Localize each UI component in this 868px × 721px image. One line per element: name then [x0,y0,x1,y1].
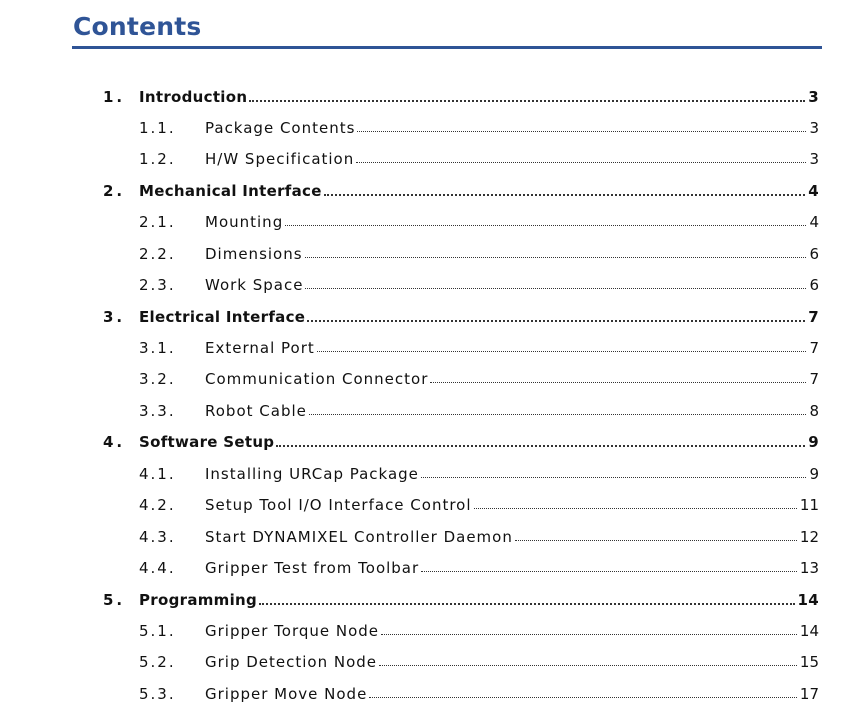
toc-page-number: 6 [809,245,819,263]
toc-page-number: 3 [808,88,819,106]
toc-entry-label[interactable]: Installing URCap Package [205,465,419,483]
toc-page-number: 9 [809,465,819,483]
toc-subsection-row[interactable] [0,555,868,581]
toc-page-number: 7 [809,370,819,388]
toc-entry-line [139,182,819,200]
toc-entry-number: 4.2. [139,496,176,514]
toc-entry-number: 1.2. [139,150,176,168]
toc-subsection-row[interactable] [0,618,868,644]
toc-entry-number: 1. [103,88,126,106]
toc-page-number: 8 [809,402,819,420]
toc-entry-number: 5.2. [139,653,176,671]
toc-section-row[interactable] [0,84,868,110]
toc-entry-label[interactable]: Introduction [139,88,248,106]
toc-subsection-row[interactable] [0,209,868,235]
toc-page-number: 4 [809,213,819,231]
toc-entry-label[interactable]: Software Setup [139,433,275,451]
dot-leader [515,540,797,541]
toc-entry-number: 2.2. [139,245,176,263]
dot-leader [305,288,806,289]
toc-entry-number: 4.3. [139,528,176,546]
page-title: Contents [73,12,202,41]
toc-entry-label[interactable]: Mounting [205,213,284,231]
toc-entry-label[interactable]: Mechanical Interface [139,182,322,200]
toc-subsection-row[interactable] [0,461,868,487]
toc-subsection-row[interactable] [0,366,868,392]
toc-subsection-row[interactable] [0,524,868,550]
title-underline [72,46,822,49]
toc-section-row[interactable] [0,587,868,613]
toc-entry-number: 4. [103,433,126,451]
dot-leader [421,571,797,572]
toc-subsection-row[interactable] [0,241,868,267]
toc-entry-line [205,528,819,546]
dot-leader [421,477,806,478]
toc-entry-number: 2. [103,182,126,200]
toc-page-number: 9 [808,433,819,451]
dot-leader [381,634,797,635]
toc-entry-label[interactable]: Gripper Move Node [205,685,368,703]
toc-entry-number: 5. [103,591,126,609]
toc-entry-number: 2.1. [139,213,176,231]
dot-leader [356,162,806,163]
toc-entry-label[interactable]: External Port [205,339,315,357]
toc-entry-label[interactable]: Gripper Torque Node [205,622,380,640]
toc-entry-number: 4.1. [139,465,176,483]
toc-subsection-row[interactable] [0,335,868,361]
toc-entry-line [205,213,819,231]
dot-leader [474,508,797,509]
toc-page-number: 3 [809,119,819,137]
toc-entry-label[interactable]: Grip Detection Node [205,653,378,671]
toc-page-number: 14 [797,591,819,609]
toc-section-row[interactable] [0,178,868,204]
dot-leader [249,100,805,102]
toc-entry-number: 4.4. [139,559,176,577]
dot-leader [357,131,806,132]
toc-section-row[interactable] [0,304,868,330]
toc-entry-line [205,276,819,294]
toc-page-number: 6 [809,276,819,294]
toc-entry-number: 2.3. [139,276,176,294]
toc-subsection-row[interactable] [0,492,868,518]
toc-page-number: 11 [799,496,819,514]
dot-leader [369,697,797,698]
dot-leader [317,351,806,352]
toc-entry-line [205,496,819,514]
toc-entry-line [205,245,819,263]
toc-entry-line [205,339,819,357]
toc-entry-line [205,622,819,640]
dot-leader [430,382,806,383]
toc-entry-number: 5.3. [139,685,176,703]
toc-entry-line [205,465,819,483]
toc-page-number: 12 [799,528,819,546]
toc-entry-line [205,402,819,420]
toc-page-number: 7 [809,339,819,357]
toc-entry-label[interactable]: Electrical Interface [139,308,306,326]
dot-leader [305,257,806,258]
toc-entry-label[interactable]: Communication Connector [205,370,429,388]
toc-page-number: 7 [808,308,819,326]
toc-entry-line [205,685,819,703]
toc-entry-label[interactable]: Package Contents [205,119,356,137]
toc-entry-label[interactable]: Programming [139,591,258,609]
toc-entry-label[interactable]: Dimensions [205,245,303,263]
toc-entry-label[interactable]: Setup Tool I/O Interface Control [205,496,472,514]
toc-entry-number: 5.1. [139,622,176,640]
toc-page-number: 17 [799,685,819,703]
toc-subsection-row[interactable] [0,272,868,298]
toc-entry-number: 3.3. [139,402,176,420]
dot-leader [307,320,805,322]
toc-subsection-row[interactable] [0,146,868,172]
toc-entry-number: 3.1. [139,339,176,357]
dot-leader [379,665,797,666]
dot-leader [276,445,805,447]
toc-section-row[interactable] [0,429,868,455]
toc-subsection-row[interactable] [0,398,868,424]
toc-entry-label[interactable]: Work Space [205,276,304,294]
toc-subsection-row[interactable] [0,681,868,707]
toc-entry-line [205,370,819,388]
dot-leader [259,603,794,605]
dot-leader [324,194,806,196]
toc-entry-label[interactable]: Start DYNAMIXEL Controller Daemon [205,528,513,546]
toc-subsection-row[interactable] [0,649,868,675]
toc-entry-label[interactable]: H/W Specification [205,150,355,168]
toc-entry-number: 1.1. [139,119,176,137]
toc-entry-line [205,119,819,137]
toc-page-number: 13 [799,559,819,577]
toc-entry-line [139,308,819,326]
toc-page-number: 14 [799,622,819,640]
toc-entry-line [139,88,819,106]
dot-leader [285,225,806,226]
toc-page-number: 3 [809,150,819,168]
toc-entry-line [205,559,819,577]
toc-subsection-row[interactable] [0,115,868,141]
toc-entry-line [139,591,819,609]
toc-entry-line [205,150,819,168]
toc-entry-line [205,653,819,671]
toc-page-number: 15 [799,653,819,671]
toc-entry-line [139,433,819,451]
toc-page-number: 4 [808,182,819,200]
toc-entry-label[interactable]: Gripper Test from Toolbar [205,559,420,577]
toc-entry-label[interactable]: Robot Cable [205,402,307,420]
toc-entry-number: 3.2. [139,370,176,388]
toc-entry-number: 3. [103,308,126,326]
dot-leader [309,414,806,415]
